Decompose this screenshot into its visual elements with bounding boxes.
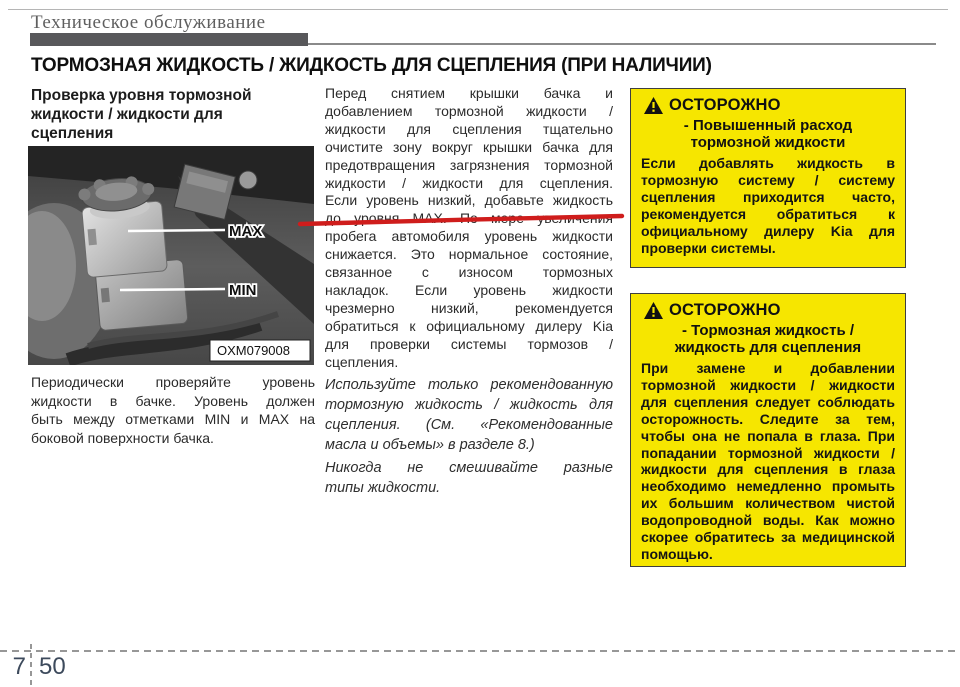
footer-chapter-number: 7 xyxy=(12,653,26,680)
text-line: снижается. Это нормальное состояние, xyxy=(325,246,613,263)
text-line: официальному дилеру Kia для xyxy=(641,222,895,239)
warning-subtitle xyxy=(641,117,895,151)
text-line: быть между отметками MIN и MAX на xyxy=(31,411,315,428)
text-line: необходимо немедленно промыть xyxy=(641,478,895,495)
text-line: типы жидкости. xyxy=(325,480,441,496)
figure-min-label: MIN xyxy=(229,282,257,299)
warning-title-row xyxy=(644,301,895,320)
text-line: масла и объемы» в разделе 8.) xyxy=(325,437,535,453)
text-line: - Тормозная жидкость / xyxy=(681,322,855,339)
text-line: При замене и добавлении xyxy=(641,360,895,376)
figure-image xyxy=(28,146,314,365)
text-line: сцепления приходится часто, xyxy=(641,188,895,205)
text-line: до уровня MAX. По мере увеличения xyxy=(325,210,613,227)
text-line: жидкости / жидкости для сцепления. xyxy=(325,174,613,191)
warning-title: ОСТОРОЖНО xyxy=(669,96,781,114)
text-line: жидкости в бачке. Уровень должен xyxy=(31,392,315,409)
text-line: сцепления xyxy=(31,125,114,142)
text-line: жидкость для сцепления xyxy=(674,339,862,356)
warning-triangle-icon xyxy=(644,97,663,114)
chapter-header: Техническое обслуживание xyxy=(31,12,266,33)
section-heading xyxy=(31,86,315,143)
left-paragraph xyxy=(31,373,315,447)
text-line: чтобы она не попала в глаза. При xyxy=(641,427,895,444)
warning-title-row xyxy=(644,96,895,115)
text-line: их большим количеством чистой xyxy=(641,495,895,512)
text-line: добавлением тормозной жидкости / xyxy=(325,102,613,119)
text-line: сцепления. xyxy=(325,353,399,370)
warning-body xyxy=(641,360,895,563)
text-line: скорее обратитесь за медицинской xyxy=(641,529,895,546)
text-line: накладок. Если уровень жидкости xyxy=(325,281,613,298)
max-leader-line xyxy=(128,230,225,231)
header-rule xyxy=(308,43,936,45)
figure-max-label: MAX xyxy=(229,223,263,240)
note-recommended-fluid xyxy=(325,375,613,455)
text-line: связанное с износом тормозных xyxy=(325,264,613,281)
text-line: Используйте только рекомендованную xyxy=(325,377,613,393)
text-line: помощью. xyxy=(641,545,713,562)
warning-body xyxy=(641,155,895,256)
header-bar xyxy=(30,33,308,46)
warning-triangle-icon xyxy=(644,302,663,319)
text-line: Проверка уровня тормозной xyxy=(31,87,252,104)
footer-dashed-divider xyxy=(30,644,32,687)
text-line: - Повышенный расход xyxy=(683,117,853,134)
text-line: тормозной жидкости xyxy=(690,134,846,151)
text-line: для сцепления следует соблюдать xyxy=(641,393,895,410)
text-line: тормозную жидкость / жидкость для xyxy=(325,397,613,413)
text-line: очистите зону вокруг крышки бачка для xyxy=(325,138,613,155)
text-line: жидкости / жидкости для xyxy=(31,106,223,123)
warning-box-fluid-safety xyxy=(630,293,906,567)
text-line: обратиться к официальному дилеру Kia xyxy=(325,317,613,334)
footer-dashed-rule xyxy=(0,650,960,652)
text-line: жидкости для сцепления в глаза xyxy=(641,461,895,478)
text-line: Если добавлять жидкость в xyxy=(641,155,895,171)
min-leader-line xyxy=(120,289,225,290)
text-line: Периодически проверяйте уровень xyxy=(31,374,315,390)
text-line: чрезмерно низкий, рекомендуется xyxy=(325,299,613,316)
figure-code: OXM079008 xyxy=(217,343,290,358)
text-line: проверки системы. xyxy=(641,239,776,256)
page-title: ТОРМОЗНАЯ ЖИДКОСТЬ / ЖИДКОСТЬ ДЛЯ СЦЕПЛЕНИЯ (ПРИ НАЛИЧИИ) xyxy=(31,55,712,76)
text-line: Если уровень низкий, добавьте жидкость xyxy=(325,192,613,209)
top-hairline xyxy=(8,9,948,10)
min-mark xyxy=(101,288,110,303)
text-line: для проверки системы тормозов / xyxy=(325,335,613,352)
text-line: сцепления. (См. «Рекомендованные xyxy=(325,417,613,433)
text-line: предотвращения загрязнения тормозной xyxy=(325,156,613,173)
text-line: осторожность. Следите за тем, xyxy=(641,410,895,427)
text-line: жидкости для сцепления тщательно xyxy=(325,120,613,137)
note-never-mix xyxy=(325,458,613,498)
body-paragraph xyxy=(325,85,613,372)
footer-page-number: 50 xyxy=(39,653,66,680)
text-line: водопроводной воды. Как можно xyxy=(641,512,895,529)
warning-subtitle xyxy=(641,322,895,356)
warning-box-fluid-consumption xyxy=(630,88,906,268)
text-line: попадании тормозной жидкости / xyxy=(641,444,895,461)
warning-title: ОСТОРОЖНО xyxy=(669,301,781,319)
bolt xyxy=(239,171,257,189)
text-line: Перед снятием крышки бачка и xyxy=(325,85,613,101)
text-line: пробега автомобиля уровень жидкости xyxy=(325,228,613,245)
text-line: боковой поверхности бачка. xyxy=(31,429,214,446)
text-line: тормозную систему / систему xyxy=(641,171,895,188)
max-mark xyxy=(88,229,97,246)
text-line: Никогда не смешивайте разные xyxy=(325,460,613,476)
text-line: рекомендуется обратиться к xyxy=(641,205,895,222)
text-line: тормозной жидкости / жидкости xyxy=(641,376,895,393)
